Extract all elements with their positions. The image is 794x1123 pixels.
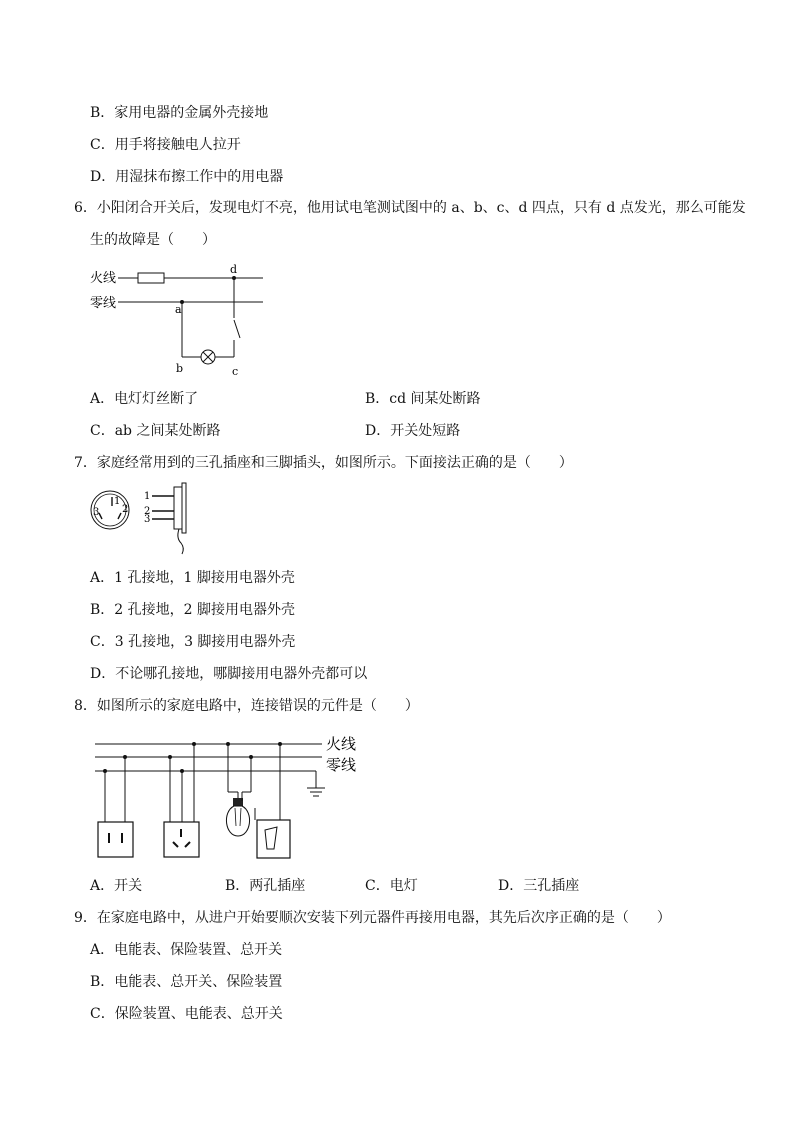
q7-plug-pin-3-label: 3: [144, 514, 151, 525]
q8-option-d: D．三孔插座: [498, 878, 580, 894]
q6-fuse: [138, 273, 164, 283]
q8-option-a: A．开关: [90, 878, 143, 894]
q5-option-d: D．用湿抹布擦工作中的用电器: [90, 169, 284, 185]
q5-option-b: B．家用电器的金属外壳接地: [90, 105, 269, 121]
q8-lamp-bulb-icon: [226, 806, 249, 836]
q7-plug-pin-1-label: 1: [144, 491, 151, 502]
q5-option-c: C．用手将接触电人拉开: [90, 137, 241, 153]
q8-stem: 8．如图所示的家庭电路中，连接错误的元件是（ ）: [74, 698, 419, 714]
q8-option-c: C．电灯: [365, 878, 418, 894]
q6-stem-line1: 6．小阳闭合开关后，发现电灯不亮，他用试电笔测试图中的 a、b、c、d 四点，只有 d 点发光，那么可能发: [74, 200, 746, 216]
q6-neutral-wire-label: 零线: [90, 296, 117, 311]
q8-option-b: B．两孔插座: [225, 878, 306, 894]
q7-option-a: A．1 孔接地，1 脚接用电器外壳: [90, 570, 295, 586]
q6-point-c-label: c: [232, 365, 239, 378]
q8-two-hole-socket-icon: [98, 822, 133, 857]
q8-neutral-wire-label: 零线: [326, 756, 357, 774]
q9-stem: 9．在家庭电路中，从进户开始要顺次安装下列元器件再接用电器，其先后次序正确的是（ ）: [74, 910, 671, 926]
q7-socket-hole-1-label: 1: [114, 496, 121, 507]
q8-three-hole-socket-icon: [164, 822, 199, 857]
q6-point-d-label: d: [230, 263, 238, 276]
q7-plug-pin-2-label: 2: [144, 506, 151, 517]
q9-option-b: B．电能表、总开关、保险装置: [90, 974, 283, 990]
q6-option-c: C．ab 之间某处断路: [90, 423, 221, 439]
q7-plug-body-icon: [174, 487, 182, 529]
q8-live-wire-label: 火线: [326, 735, 357, 753]
q7-option-c: C．3 孔接地，3 脚接用电器外壳: [90, 634, 296, 650]
q7-socket-plug-figure: [86, 482, 198, 558]
q9-option-c: C．保险装置、电能表、总开关: [90, 1006, 283, 1022]
q8-home-circuit-figure: [90, 730, 365, 862]
q6-point-a-label: a: [175, 303, 182, 316]
q6-circuit-figure: [88, 262, 272, 380]
q6-option-a: A．电灯灯丝断了: [90, 391, 199, 407]
q6-option-d: D．开关处短路: [365, 423, 461, 439]
q6-point-b-label: b: [176, 362, 184, 375]
q6-switch-icon: [234, 320, 240, 338]
q7-socket-hole-3-label: 3: [93, 507, 100, 518]
q6-option-b: B．cd 间某处断路: [365, 391, 481, 407]
q7-option-d: D．不论哪孔接地，哪脚接用电器外壳都可以: [90, 666, 368, 682]
q6-stem-line2: 生的故障是（ ）: [90, 232, 216, 248]
q7-stem: 7．家庭经常用到的三孔插座和三脚插头，如图所示。下面接法正确的是（ ）: [74, 455, 573, 471]
q9-option-a: A．电能表、保险装置、总开关: [90, 942, 283, 958]
q6-live-wire-label: 火线: [90, 271, 117, 286]
q7-option-b: B．2 孔接地，2 脚接用电器外壳: [90, 602, 296, 618]
q7-socket-hole-2-label: 2: [122, 504, 129, 515]
